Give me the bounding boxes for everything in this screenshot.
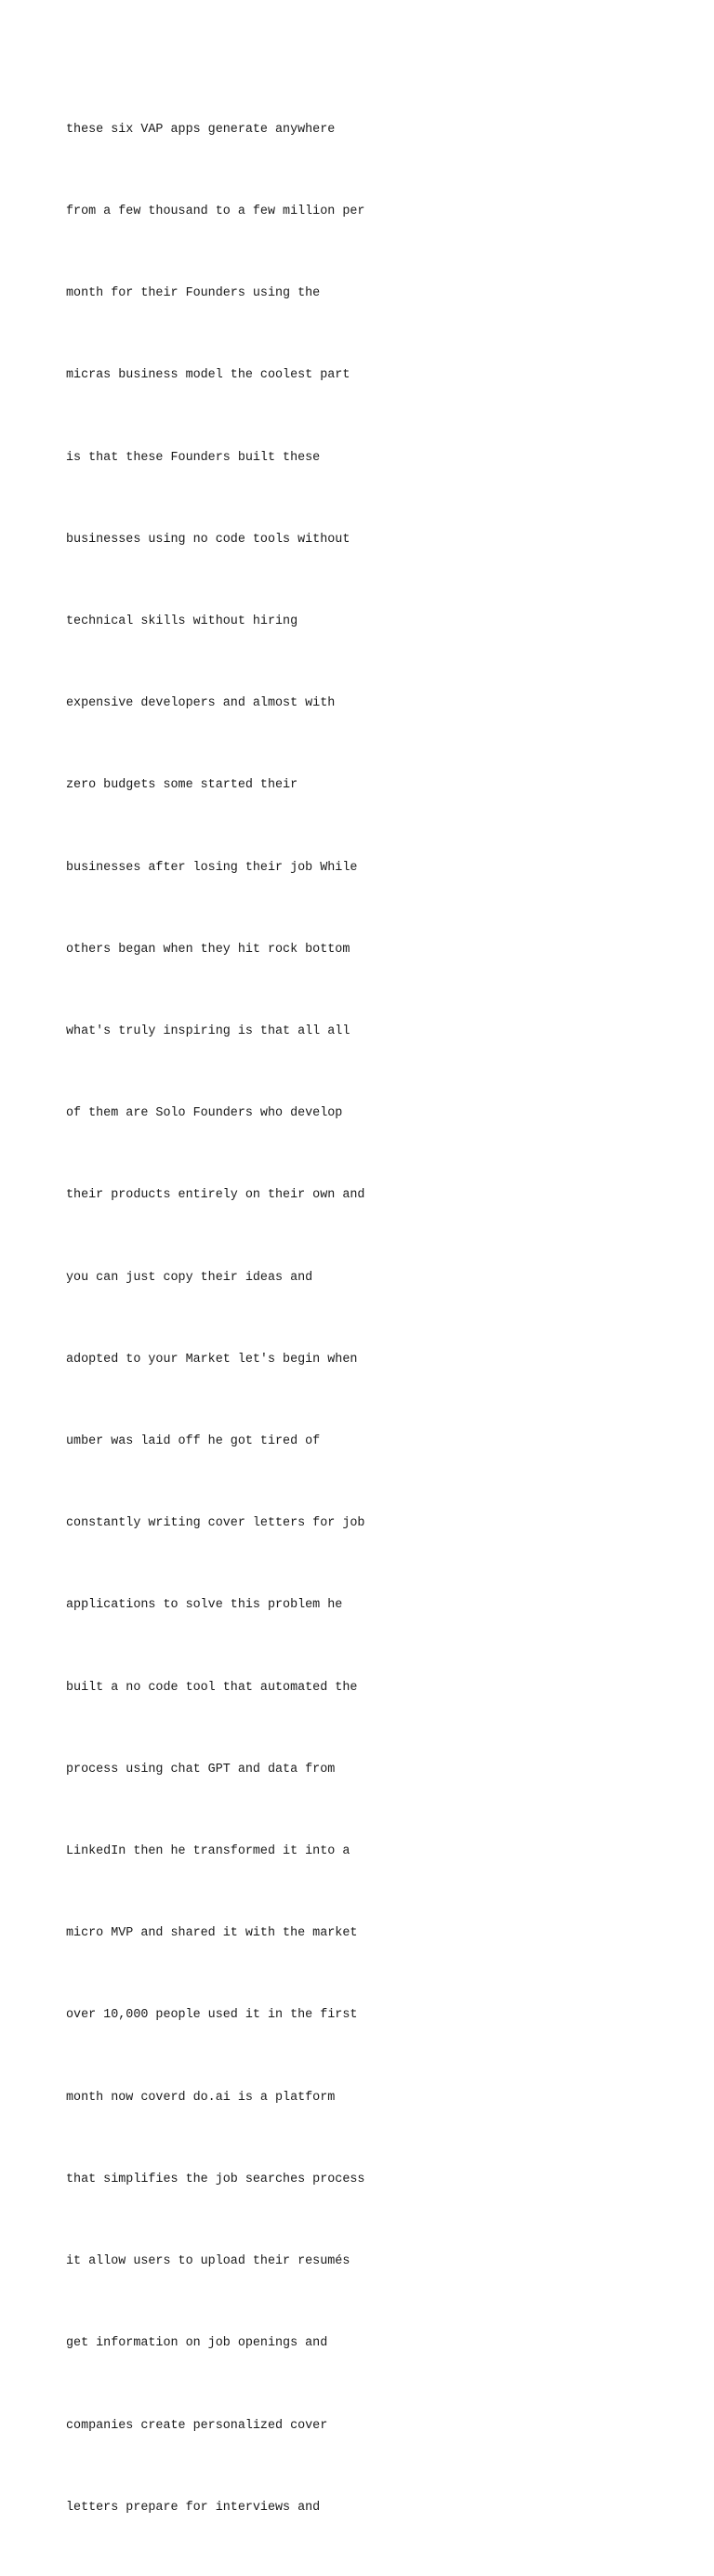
text-line: micro MVP and shared it with the market xyxy=(66,1926,358,1941)
text-line: micras business model the coolest part xyxy=(66,368,350,383)
text-line: constantly writing cover letters for job xyxy=(66,1516,365,1531)
text-line: month for their Founders using the xyxy=(66,286,321,301)
text-line: from a few thousand to a few million per xyxy=(66,205,365,219)
text-line: letters prepare for interviews and xyxy=(66,2500,321,2515)
text-line: of them are Solo Founders who develop xyxy=(66,1106,343,1121)
transcript-text xyxy=(66,61,661,2576)
text-line: these six VAP apps generate anywhere xyxy=(66,122,336,137)
text-line: businesses after losing their job While xyxy=(66,860,358,875)
text-line: companies create personalized cover xyxy=(66,2418,328,2433)
text-line: businesses using no code tools without xyxy=(66,532,350,547)
text-line: what's truly inspiring is that all all xyxy=(66,1024,350,1039)
text-line: their products entirely on their own and xyxy=(66,1188,365,1203)
text-line: over 10,000 people used it in the first xyxy=(66,2008,358,2023)
text-line: built a no code tool that automated the xyxy=(66,1680,358,1695)
text-line: it allow users to upload their resumés xyxy=(66,2254,350,2269)
text-line: zero budgets some started their xyxy=(66,778,298,793)
text-line: is that these Founders built these xyxy=(66,450,321,465)
text-line: umber was laid off he got tired of xyxy=(66,1434,321,1449)
text-line: adopted to your Market let's begin when xyxy=(66,1352,358,1367)
text-line: process using chat GPT and data from xyxy=(66,1762,336,1777)
text-line: you can just copy their ideas and xyxy=(66,1270,313,1285)
text-line: technical skills without hiring xyxy=(66,614,298,629)
text-line: others began when they hit rock bottom xyxy=(66,942,350,957)
text-line: that simplifies the job searches process xyxy=(66,2172,365,2186)
text-line: expensive developers and almost with xyxy=(66,696,336,711)
text-line: LinkedIn then he transformed it into a xyxy=(66,1844,350,1859)
text-line: applications to solve this problem he xyxy=(66,1598,343,1613)
text-line: month now coverd do.ai is a platform xyxy=(66,2090,336,2105)
text-line: get information on job openings and xyxy=(66,2336,328,2351)
